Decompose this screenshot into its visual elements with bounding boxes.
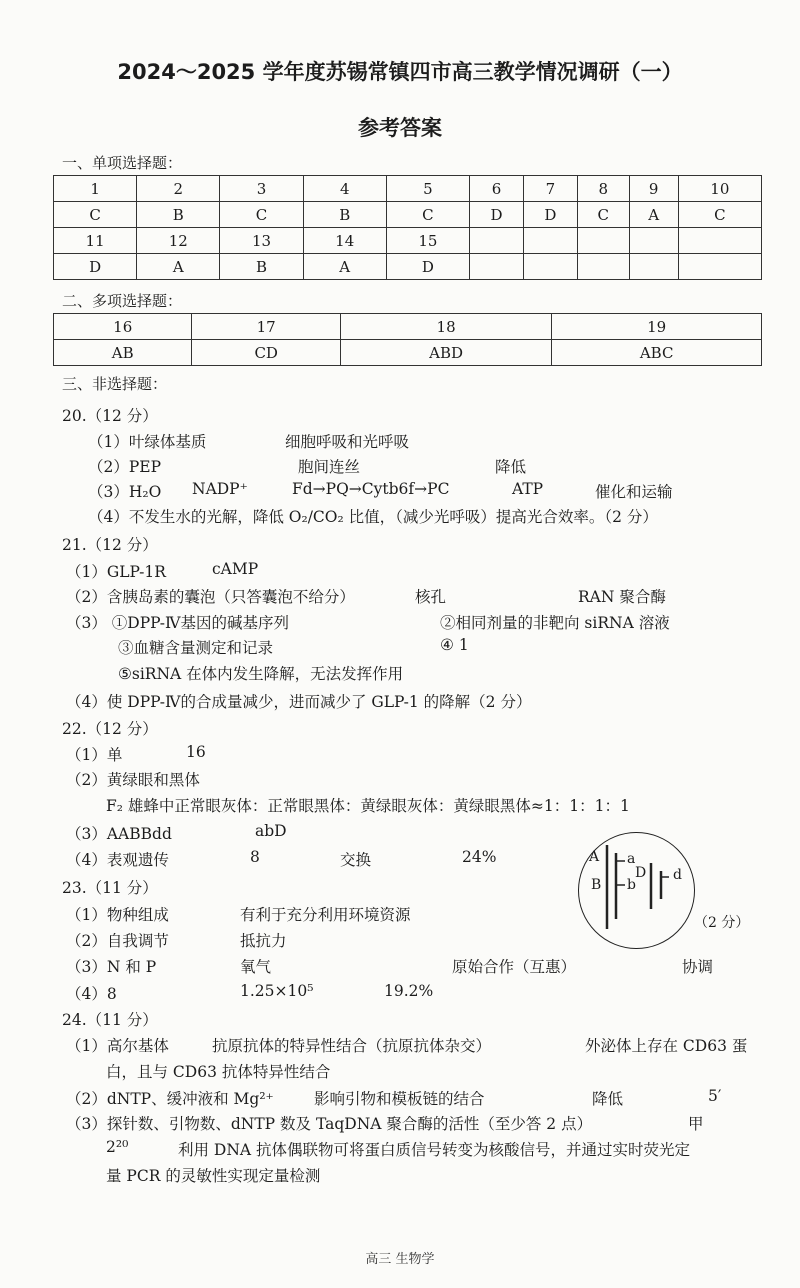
table-cell: 17	[192, 314, 340, 340]
q20-answer: （4）不发生水的光解，降低 O₂/CO₂ 比值，（减少光呼吸）提高光合效率。（2 分）	[88, 508, 658, 526]
q23-answer: 19.2%	[384, 982, 434, 1000]
table-cell: C	[54, 202, 137, 228]
multi-choice-table	[53, 313, 762, 366]
q22-answer: （3）AABBdd	[66, 825, 172, 843]
q21-answer: （4）使 DPP-Ⅳ的合成量减少，进而减少了 GLP-1 的降解（2 分）	[66, 693, 532, 711]
allele-label: a	[627, 851, 636, 867]
q20-answer: 胞间连丝	[298, 458, 361, 476]
q24-heading: 24.（11 分）	[62, 1011, 158, 1029]
table-cell: 10	[678, 176, 761, 202]
section1-heading: 一、单项选择题：	[62, 154, 183, 172]
table-cell	[678, 254, 761, 280]
q21-answer: ④ 1	[440, 636, 469, 654]
table-cell: D	[54, 254, 137, 280]
section2-heading: 二、多项选择题：	[62, 292, 183, 310]
q20-answer: （2）PEP	[88, 458, 162, 476]
q21-answer: RAN 聚合酶	[578, 588, 666, 606]
table-cell	[523, 254, 577, 280]
table-row	[54, 228, 762, 254]
table-cell: 19	[552, 314, 762, 340]
allele-label: A	[589, 849, 600, 865]
q21-answer: （2）含胰岛素的囊泡（只答囊泡不给分）	[66, 588, 355, 606]
table-cell: D	[523, 202, 577, 228]
q24-answer: 2²⁰	[106, 1138, 129, 1156]
q24-answer: 甲	[688, 1115, 704, 1133]
table-cell: 8	[577, 176, 629, 202]
table-cell	[629, 254, 678, 280]
table-cell: 12	[137, 228, 220, 254]
table-row	[54, 254, 762, 280]
table-cell: 9	[629, 176, 678, 202]
table-cell	[678, 228, 761, 254]
q20-answer: Fd→PQ→Cytb6f→PC	[292, 480, 450, 498]
allele-label: B	[591, 877, 602, 893]
table-cell: D	[470, 202, 524, 228]
q21-answer: （1）GLP-1R	[66, 563, 166, 581]
q23-answer: 有利于充分利用环境资源	[240, 906, 411, 924]
table-cell: 6	[470, 176, 524, 202]
q20-answer: ATP	[512, 480, 544, 498]
table-cell: A	[303, 254, 386, 280]
table-cell: 2	[137, 176, 220, 202]
q24-answer: 外泌体上存在 CD63 蛋	[585, 1037, 748, 1055]
q23-answer: 氧气	[240, 958, 272, 976]
table-cell	[629, 228, 678, 254]
table-cell: 13	[220, 228, 303, 254]
q23-answer: （4）8	[66, 985, 117, 1003]
q20-answer: （3）H₂O	[88, 483, 162, 501]
q24-answer: 降低	[592, 1090, 624, 1108]
table-cell: 14	[303, 228, 386, 254]
q22-answer: 交换	[340, 851, 372, 869]
table-cell: C	[220, 202, 303, 228]
q20-answer: 催化和运输	[595, 483, 673, 501]
table-cell	[470, 228, 524, 254]
q23-answer: 1.25×10⁵	[240, 982, 314, 1000]
q22-answer: （2）黄绿眼和黑体	[66, 771, 200, 789]
q22-answer: （4）表观遗传	[66, 851, 169, 869]
section3-heading: 三、非选择题：	[62, 375, 168, 393]
q22-answer: 16	[186, 743, 206, 761]
q24-answer: （1）高尔基体	[66, 1037, 169, 1055]
allele-label: b	[627, 877, 636, 893]
page-subtitle: 参考答案	[358, 116, 442, 140]
q24-answer: 影响引物和模板链的结合	[314, 1090, 485, 1108]
table-cell: AB	[54, 340, 192, 366]
q24-answer: 抗原抗体的特异性结合（抗原抗体杂交）	[212, 1037, 492, 1055]
q21-heading: 21.（12 分）	[62, 536, 158, 554]
table-cell: B	[220, 254, 303, 280]
q24-answer: 白，且与 CD63 抗体特异性结合	[106, 1063, 331, 1081]
chromosome-diagram	[578, 832, 695, 949]
table-cell: D	[386, 254, 469, 280]
q20-answer: 降低	[495, 458, 527, 476]
table-cell	[577, 254, 629, 280]
q20-answer: NADP⁺	[192, 480, 248, 498]
diagram-score: （2 分）	[694, 915, 750, 931]
table-cell: ABC	[552, 340, 762, 366]
q23-heading: 23.（11 分）	[62, 879, 158, 897]
table-cell: 3	[220, 176, 303, 202]
table-cell: ABD	[340, 340, 551, 366]
table-cell: CD	[192, 340, 340, 366]
table-cell: 4	[303, 176, 386, 202]
table-cell: C	[386, 202, 469, 228]
q20-heading: 20.（12 分）	[62, 407, 158, 425]
table-cell: 11	[54, 228, 137, 254]
q23-answer: （1）物种组成	[66, 906, 169, 924]
q22-answer: abD	[255, 822, 287, 840]
q20-answer: （1）叶绿体基质	[88, 433, 207, 451]
table-cell: 5	[386, 176, 469, 202]
table-cell: A	[629, 202, 678, 228]
table-row	[54, 202, 762, 228]
table-cell: A	[137, 254, 220, 280]
q24-answer: 量 PCR 的灵敏性实现定量检测	[106, 1167, 321, 1185]
table-cell	[523, 228, 577, 254]
q24-answer: （3）探针数、引物数、dNTP 数及 TaqDNA 聚合酶的活性（至少答 2 点）	[66, 1115, 593, 1133]
q22-answer: （1）单	[66, 746, 123, 764]
q23-answer: 原始合作（互惠）	[452, 958, 577, 976]
q22-answer: 8	[250, 848, 260, 866]
table-cell: B	[303, 202, 386, 228]
q24-answer: （2）dNTP、缓冲液和 Mg²⁺	[66, 1090, 274, 1108]
table-cell	[470, 254, 524, 280]
q23-answer: （3）N 和 P	[66, 958, 157, 976]
q21-answer: 核孔	[415, 588, 447, 606]
q23-answer: （2）自我调节	[66, 932, 169, 950]
q20-answer: 细胞呼吸和光呼吸	[285, 433, 410, 451]
single-choice-table	[53, 175, 762, 280]
table-cell: B	[137, 202, 220, 228]
table-cell: 7	[523, 176, 577, 202]
table-cell: 18	[340, 314, 551, 340]
page-footer: 高三 生物学	[365, 1252, 435, 1267]
q21-answer: ②相同剂量的非靶向 siRNA 溶液	[440, 614, 670, 632]
table-cell: 15	[386, 228, 469, 254]
allele-label: d	[673, 867, 682, 883]
q23-answer: 协调	[682, 958, 714, 976]
table-cell: 16	[54, 314, 192, 340]
q24-answer: 利用 DNA 抗体偶联物可将蛋白质信号转变为核酸信号，并通过实时荧光定	[178, 1141, 691, 1159]
q22-answer: F₂ 雄蜂中正常眼灰体：正常眼黑体：黄绿眼灰体：黄绿眼黑体≈1：1：1：1	[106, 797, 630, 815]
table-cell	[577, 228, 629, 254]
q21-answer: ③血糖含量测定和记录	[118, 639, 274, 657]
q23-answer: 抵抗力	[240, 932, 287, 950]
table-row	[54, 314, 762, 340]
q21-answer: ⑤siRNA 在体内发生降解，无法发挥作用	[118, 665, 404, 683]
table-cell: C	[577, 202, 629, 228]
q21-answer: （3） ①DPP-Ⅳ基因的碱基序列	[66, 614, 289, 632]
q21-answer: cAMP	[212, 560, 259, 578]
table-row	[54, 340, 762, 366]
allele-label: D	[635, 865, 647, 881]
page-title: 2024～2025 学年度苏锡常镇四市高三教学情况调研（一）	[117, 60, 683, 84]
table-cell: C	[678, 202, 761, 228]
q22-heading: 22.（12 分）	[62, 720, 158, 738]
q22-answer: 24%	[462, 848, 497, 866]
table-row	[54, 176, 762, 202]
q24-answer: 5′	[708, 1087, 722, 1105]
table-cell: 1	[54, 176, 137, 202]
